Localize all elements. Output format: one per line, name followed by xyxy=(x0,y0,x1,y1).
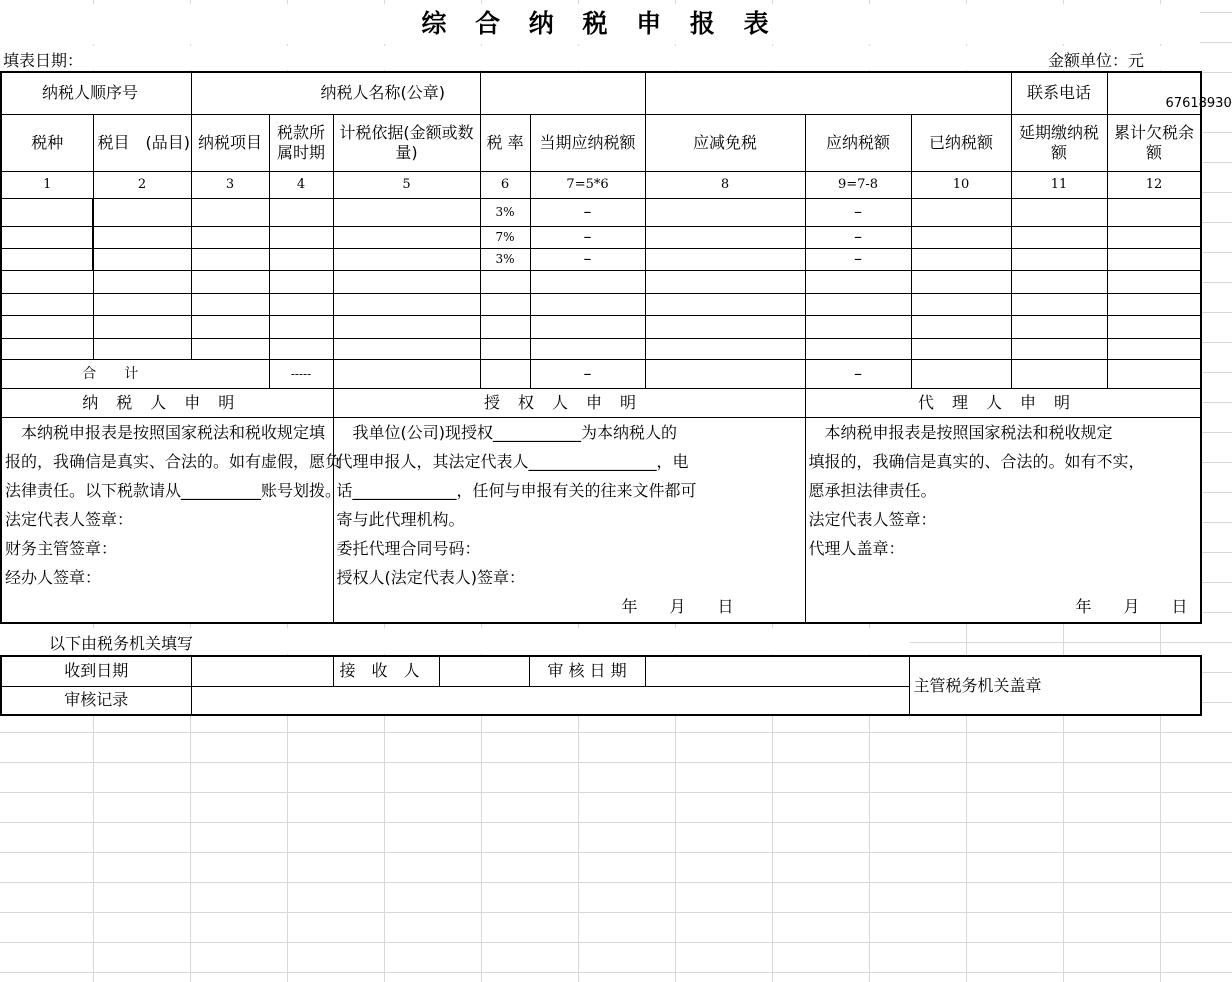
col-number: 4 xyxy=(269,171,333,198)
cell[interactable] xyxy=(1011,338,1107,359)
authorizer-date[interactable]: 年 月 日 xyxy=(621,596,734,616)
taxpayer-declaration-heading: 纳税人申明 xyxy=(1,388,333,417)
finance-head-signature[interactable]: 财务主管签章： xyxy=(5,538,118,558)
cell[interactable] xyxy=(1011,248,1107,270)
cell[interactable] xyxy=(333,198,480,226)
receive-date-input[interactable] xyxy=(191,656,333,686)
cell[interactable] xyxy=(645,359,805,388)
meta-strip xyxy=(0,46,1200,70)
cell-payable: – xyxy=(805,198,911,226)
tax-office-note-strip xyxy=(0,628,910,654)
col-number: 6 xyxy=(480,171,530,198)
cell[interactable] xyxy=(1011,359,1107,388)
cell[interactable] xyxy=(1107,315,1201,338)
table-row xyxy=(1,338,1201,359)
cell[interactable] xyxy=(269,293,333,315)
cell[interactable] xyxy=(805,293,911,315)
cell[interactable] xyxy=(1107,198,1201,226)
cell[interactable] xyxy=(93,338,191,359)
cell[interactable] xyxy=(1011,226,1107,248)
amount-unit-label: 金额单位：元 xyxy=(1048,51,1145,70)
taxpayer-name-input[interactable] xyxy=(645,72,1011,114)
authorizer-declaration xyxy=(333,417,805,623)
table-row xyxy=(1,226,1201,248)
cell[interactable] xyxy=(191,293,269,315)
cell[interactable] xyxy=(530,293,645,315)
cell[interactable] xyxy=(191,248,269,270)
cell-tax-item[interactable] xyxy=(93,226,191,248)
authorizer-declaration-heading: 授权人申明 xyxy=(333,388,805,417)
cell[interactable] xyxy=(191,338,269,359)
cell-payable: – xyxy=(805,226,911,248)
cell[interactable] xyxy=(645,248,805,270)
handler-signature[interactable]: 经办人签章： xyxy=(5,567,102,587)
cell[interactable] xyxy=(93,315,191,338)
review-record-input[interactable] xyxy=(191,686,909,715)
col-number: 5 xyxy=(333,171,480,198)
cell[interactable] xyxy=(480,315,530,338)
cell[interactable] xyxy=(333,248,480,270)
declaration-line: 话_____________，任何与申报有关的往来文件都可 xyxy=(336,480,697,500)
col-number: 8 xyxy=(645,171,805,198)
taxpayer-declaration xyxy=(1,417,342,623)
tax-office-note: 以下由税务机关填写 xyxy=(49,634,194,653)
cell[interactable] xyxy=(911,198,1011,226)
cell[interactable] xyxy=(480,338,530,359)
col-paid: 已纳税额 xyxy=(911,114,1011,171)
total-row xyxy=(1,359,1201,388)
declaration-table xyxy=(0,71,1232,624)
col-tax-period: 税款所属时期 xyxy=(269,114,333,171)
cell[interactable] xyxy=(1107,226,1201,248)
cell-tax-item[interactable] xyxy=(93,198,191,226)
col-number: 10 xyxy=(911,171,1011,198)
cell[interactable] xyxy=(1,270,93,293)
table-row xyxy=(1,248,1201,270)
cell[interactable] xyxy=(911,359,1011,388)
authorizer-signature[interactable]: 授权人(法定代表人)签章： xyxy=(336,567,526,587)
agent-legal-rep-signature[interactable]: 法定代表人签章： xyxy=(808,509,937,529)
total-current: – xyxy=(530,359,645,388)
table-row xyxy=(1,198,1201,226)
declaration-line: 寄与此代理机构。 xyxy=(336,509,465,529)
col-tax-item: 税目 (品目) xyxy=(93,114,191,171)
cell[interactable] xyxy=(805,338,911,359)
page-title: 综 合 纳 税 申 报 表 xyxy=(0,4,1200,44)
cell[interactable] xyxy=(191,315,269,338)
declaration-line: 本纳税申报表是按照国家税法和税收规定填 xyxy=(5,422,326,442)
col-number: 12 xyxy=(1107,171,1201,198)
review-record-label: 审核记录 xyxy=(1,686,191,715)
table-row xyxy=(1,270,1201,293)
col-number: 11 xyxy=(1011,171,1107,198)
table-row xyxy=(1,315,1201,338)
cell[interactable] xyxy=(911,338,1011,359)
cell-rate: 3% xyxy=(480,248,530,270)
declaration-line: 填报的，我确信是真实的、合法的。如有不实， xyxy=(808,451,1145,471)
agent-declaration-heading: 代理人申明 xyxy=(805,388,1201,417)
col-number: 9=7-8 xyxy=(805,171,911,198)
cell[interactable] xyxy=(333,293,480,315)
cell[interactable] xyxy=(269,198,333,226)
cell[interactable] xyxy=(93,270,191,293)
cell[interactable] xyxy=(1011,293,1107,315)
cell-tax-item[interactable] xyxy=(93,248,191,270)
cell-current: – xyxy=(530,248,645,270)
col-number: 1 xyxy=(1,171,93,198)
cell-rate: 3% xyxy=(480,198,530,226)
contract-number-field[interactable]: 委托代理合同号码： xyxy=(336,538,481,558)
total-payable: – xyxy=(805,359,911,388)
receiver-input[interactable] xyxy=(439,656,529,686)
cell[interactable] xyxy=(93,293,191,315)
col-number: 7=5*6 xyxy=(530,171,645,198)
fill-date-label: 填表日期： xyxy=(3,51,84,70)
cell[interactable] xyxy=(530,270,645,293)
cell-tax-type[interactable] xyxy=(1,198,93,226)
declaration-line: 本纳税申报表是按照国家税法和税收规定 xyxy=(808,422,1113,442)
cell[interactable] xyxy=(645,338,805,359)
col-tax-rate: 税 率 xyxy=(480,114,530,171)
cell[interactable] xyxy=(530,338,645,359)
col-accumulated: 累计欠税余额 xyxy=(1107,114,1201,171)
total-label: 合 计 xyxy=(1,359,269,388)
cell[interactable] xyxy=(269,270,333,293)
cell[interactable] xyxy=(269,226,333,248)
cell[interactable] xyxy=(1107,359,1201,388)
declaration-line xyxy=(809,563,1198,592)
cell-payable: – xyxy=(805,248,911,270)
tax-office-table xyxy=(0,655,1202,716)
cell[interactable] xyxy=(1011,198,1107,226)
cell[interactable] xyxy=(1,315,93,338)
cell[interactable] xyxy=(645,315,805,338)
col-number: 3 xyxy=(191,171,269,198)
cell[interactable] xyxy=(911,293,1011,315)
cell[interactable] xyxy=(1011,315,1107,338)
col-deferred: 延期缴纳税额 xyxy=(1011,114,1107,171)
col-reduction: 应减免税 xyxy=(645,114,805,171)
review-date-label: 审 核 日 期 xyxy=(529,656,645,686)
cell[interactable] xyxy=(480,359,530,388)
declaration-line: 愿承担法律责任。 xyxy=(808,480,937,500)
cell[interactable] xyxy=(911,248,1011,270)
agent-date[interactable]: 年 月 日 xyxy=(1075,596,1188,616)
taxpayer-seq-label: 纳税人顺序号 xyxy=(1,72,191,114)
declaration-line: 代理申报人，其法定代表人________________，电 xyxy=(336,451,689,471)
cell[interactable] xyxy=(1,338,93,359)
cell[interactable] xyxy=(269,338,333,359)
cell-tax-type[interactable] xyxy=(1,248,93,270)
cell[interactable] xyxy=(645,198,805,226)
cell[interactable] xyxy=(805,270,911,293)
phone-label: 联系电话 xyxy=(1011,72,1107,114)
col-tax-basis: 计税依据(金额或数量) xyxy=(333,114,480,171)
cell[interactable] xyxy=(911,226,1011,248)
col-tax-type: 税种 xyxy=(1,114,93,171)
col-current-payable: 当期应纳税额 xyxy=(530,114,645,171)
col-number: 2 xyxy=(93,171,191,198)
legal-rep-signature[interactable]: 法定代表人签章： xyxy=(5,509,134,529)
cell[interactable] xyxy=(911,270,1011,293)
taxpayer-name-label: 纳税人名称(公章) xyxy=(480,72,645,114)
review-date-input[interactable] xyxy=(645,656,909,686)
cell[interactable] xyxy=(269,248,333,270)
declaration-line: 法律责任。以下税款请从__________账号划拨。 xyxy=(5,480,342,500)
cell[interactable] xyxy=(333,226,480,248)
agent-declaration xyxy=(805,417,1201,623)
cell[interactable] xyxy=(911,315,1011,338)
col-payable: 应纳税额 xyxy=(805,114,911,171)
cell[interactable] xyxy=(480,293,530,315)
total-period: ----- xyxy=(269,359,333,388)
cell[interactable] xyxy=(530,315,645,338)
cell-tax-type[interactable] xyxy=(1,226,93,248)
cell[interactable] xyxy=(480,270,530,293)
declaration-line: 报的，我确信是真实、合法的。如有虚假，愿负 xyxy=(5,451,342,471)
declaration-line: 我单位(公司)现授权___________为本纳税人的 xyxy=(336,422,678,442)
phone-value[interactable]: 67618930 xyxy=(1107,72,1201,114)
cell[interactable] xyxy=(191,270,269,293)
receiver-label: 接 收 人 xyxy=(333,656,439,686)
cell-current: – xyxy=(530,198,645,226)
cell[interactable] xyxy=(333,338,480,359)
cell[interactable] xyxy=(645,293,805,315)
tax-office-seal[interactable]: 主管税务机关盖章 xyxy=(909,656,1201,715)
cell[interactable] xyxy=(805,315,911,338)
cell[interactable] xyxy=(191,198,269,226)
cell[interactable] xyxy=(269,315,333,338)
cell[interactable] xyxy=(333,315,480,338)
cell[interactable] xyxy=(645,226,805,248)
col-tax-project: 纳税项目 xyxy=(191,114,269,171)
cell[interactable] xyxy=(1107,248,1201,270)
agent-seal[interactable]: 代理人盖章： xyxy=(808,538,905,558)
cell[interactable] xyxy=(1107,338,1201,359)
cell[interactable] xyxy=(191,226,269,248)
receive-date-label: 收到日期 xyxy=(1,656,191,686)
cell[interactable] xyxy=(1011,270,1107,293)
cell[interactable] xyxy=(333,270,480,293)
cell[interactable] xyxy=(645,270,805,293)
cell-current: – xyxy=(530,226,645,248)
cell[interactable] xyxy=(1107,270,1201,293)
cell[interactable] xyxy=(333,359,480,388)
cell[interactable] xyxy=(1107,293,1201,315)
cell-rate: 7% xyxy=(480,226,530,248)
table-row xyxy=(1,293,1201,315)
cell[interactable] xyxy=(1,293,93,315)
